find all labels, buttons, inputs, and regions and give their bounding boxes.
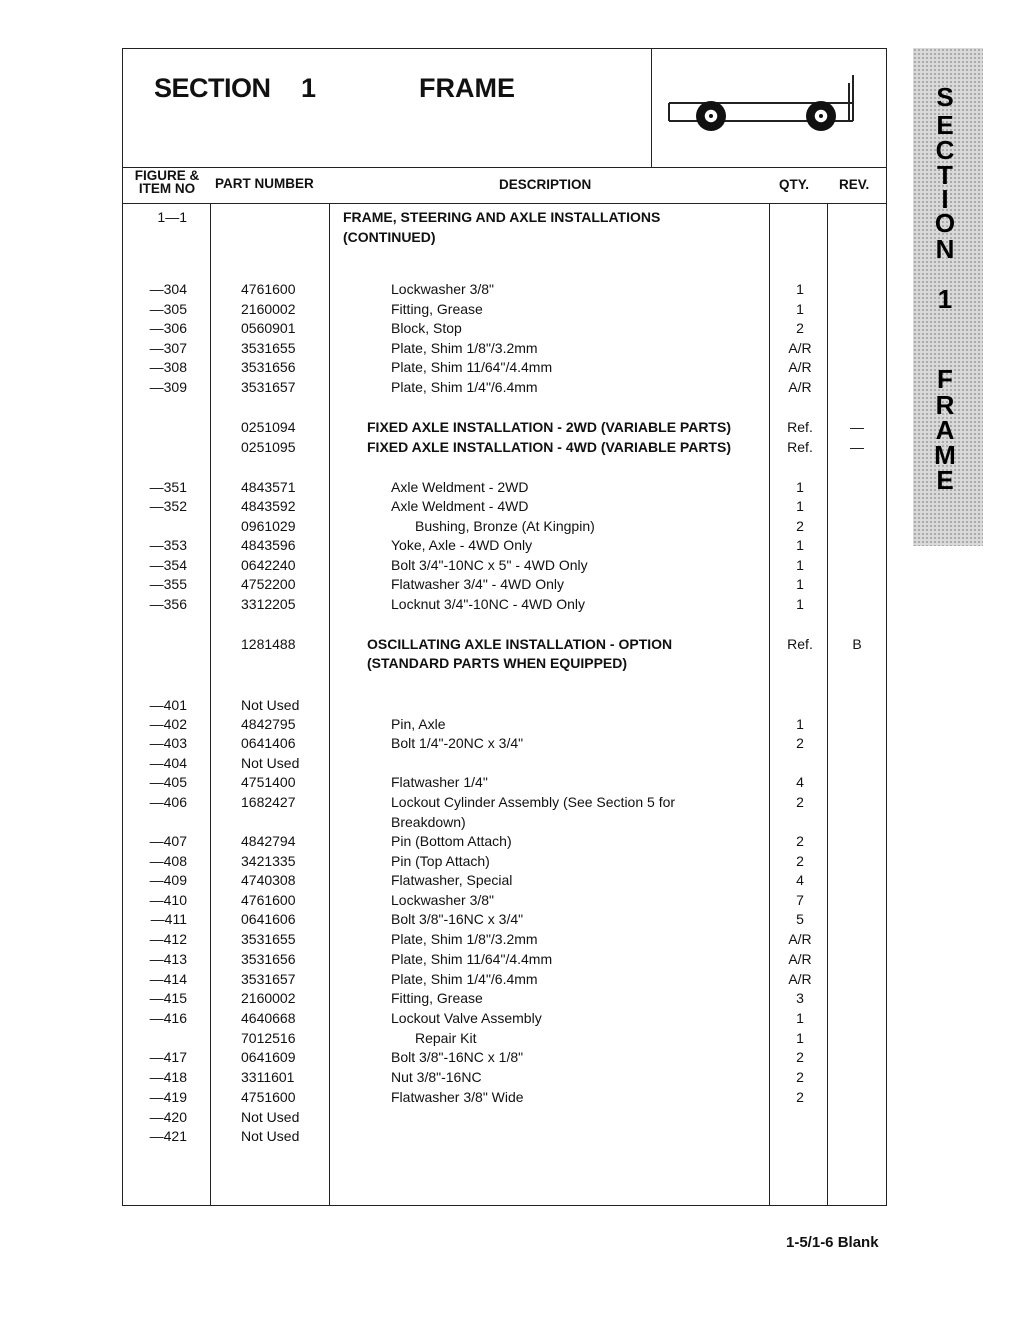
description: Flatwasher, Special [391,872,513,888]
part-number: 0641406 [241,735,296,751]
description: Plate, Shim 1/4"/6.4mm [391,379,538,395]
table-row [123,281,886,301]
table-row [123,774,886,794]
side-tab-letter: O [934,208,956,238]
description: Axle Weldment - 2WD [391,479,529,495]
part-number: 0251095 [241,439,296,455]
item-number: —304 [149,281,187,297]
table-row [123,439,886,459]
quantity: 3 [796,990,804,1006]
side-tab-letter: C [935,135,955,165]
table-row [123,320,886,340]
section-side-tab [913,48,983,546]
table-row [123,557,886,577]
quantity: 1 [796,557,804,573]
table-row [123,814,886,834]
table-row [123,951,886,971]
quantity: A/R [788,379,812,395]
description: FRAME, STEERING AND AXLE INSTALLATIONS [343,209,661,225]
quantity: 7 [796,892,804,908]
part-number: 0641609 [241,1049,296,1065]
description: Bolt 3/8"-16NC x 1/8" [391,1049,524,1065]
column-header-part-number: PART NUMBER [215,176,314,191]
column-header-qty: QTY. [779,177,810,192]
item-number: —405 [149,774,187,790]
quantity: 1 [796,498,804,514]
table-row [123,340,886,360]
item-number: —356 [149,596,187,612]
table-row [123,419,886,439]
item-number: —409 [149,872,187,888]
table-row [123,794,886,814]
side-tab-letter: S [936,82,954,112]
part-number: 4843592 [241,498,296,514]
quantity: 1 [796,1010,804,1026]
description: Flatwasher 3/8" Wide [391,1089,524,1105]
item-number: —413 [149,951,187,967]
item-number: —402 [149,716,187,732]
table-row [123,892,886,912]
side-tab-letter: E [936,110,954,140]
part-number: 1281488 [241,636,296,652]
table-row [123,498,886,518]
table-row [123,755,886,775]
table-row [123,697,886,717]
part-number: 3531657 [241,971,296,987]
part-number: 7012516 [241,1030,296,1046]
table-row [123,537,886,557]
part-number: Not Used [241,1109,300,1125]
table-row [123,359,886,379]
part-number: 4640668 [241,1010,296,1026]
description: (CONTINUED) [343,229,436,245]
description: Plate, Shim 11/64"/4.4mm [391,951,553,967]
description: Plate, Shim 11/64"/4.4mm [391,359,553,375]
page-number: 1-5/1-6 Blank [786,1234,879,1251]
item-number: —411 [150,911,187,927]
part-number: Not Used [241,1128,300,1144]
column-header-rev: REV. [839,177,870,192]
quantity: A/R [788,340,812,356]
description: Yoke, Axle - 4WD Only [391,537,533,553]
item-number: —420 [149,1109,187,1125]
revision: — [850,439,864,455]
quantity: 1 [796,301,804,317]
quantity: A/R [788,951,812,967]
table-row [123,911,886,931]
item-number: —305 [149,301,187,317]
table-row [123,479,886,499]
revision: — [850,419,864,435]
column-header-row [123,167,886,204]
table-row [123,301,886,321]
part-number: 4761600 [241,281,296,297]
item-number: —353 [149,537,187,553]
table-row [123,576,886,596]
description: Flatwasher 1/4" [391,774,488,790]
description: Pin, Axle [391,716,446,732]
quantity: 2 [796,735,804,751]
item-number: —410 [149,892,187,908]
part-number: 4842794 [241,833,296,849]
description: Lockwasher 3/8" [391,892,495,908]
item-number: —414 [149,971,187,987]
description: Fitting, Grease [391,990,483,1006]
table-row [123,229,886,249]
part-number: 3531655 [241,931,296,947]
table-row [123,1049,886,1069]
description: FIXED AXLE INSTALLATION - 4WD (VARIABLE PARTS) [367,439,731,455]
table-row [123,1109,886,1129]
quantity: 2 [796,853,804,869]
item-number: —308 [149,359,187,375]
column-header-description: DESCRIPTION [499,177,592,192]
quantity: 1 [796,576,804,592]
part-number: 4752200 [241,576,296,592]
table-row [123,833,886,853]
description: Pin (Top Attach) [391,853,490,869]
item-number: —352 [149,498,187,514]
quantity: 2 [796,1049,804,1065]
item-number: —407 [149,833,187,849]
part-number: 0961029 [241,518,296,534]
description: Bolt 3/4"-10NC x 5" - 4WD Only [391,557,588,573]
description: Lockwasher 3/8" [391,281,495,297]
item-number: —421 [149,1128,187,1144]
quantity: 1 [796,716,804,732]
table-row [123,596,886,616]
description: Pin (Bottom Attach) [391,833,512,849]
quantity: Ref. [787,636,813,652]
part-number: 0641606 [241,911,296,927]
description: Flatwasher 3/4" - 4WD Only [391,576,565,592]
part-number: 4751400 [241,774,296,790]
quantity: 5 [796,911,804,927]
quantity: A/R [788,931,812,947]
part-number: 4740308 [241,872,296,888]
part-number: 3531655 [241,340,296,356]
table-row [123,1069,886,1089]
part-number: 3311601 [241,1069,295,1085]
part-number: 4761600 [241,892,296,908]
table-row [123,636,886,656]
part-number: Not Used [241,755,300,771]
quantity: 2 [796,320,804,336]
description: Plate, Shim 1/8"/3.2mm [391,340,538,356]
table-row [123,209,886,229]
table-row [123,1010,886,1030]
quantity: 1 [796,537,804,553]
item-number: —355 [149,576,187,592]
description: Fitting, Grease [391,301,483,317]
item-number: —416 [149,1010,187,1026]
part-number: 1682427 [241,794,296,810]
quantity: A/R [788,971,812,987]
side-tab-letter: E [936,465,954,495]
trailer-frame-illustration [661,73,861,143]
part-number: 3531657 [241,379,296,395]
item-number: —412 [149,931,187,947]
description: Lockout Valve Assembly [391,1010,542,1026]
column-header-figure-item: FIGURE & ITEM NO [134,168,200,196]
item-number: —417 [149,1049,187,1065]
table-row [123,971,886,991]
table-row [123,716,886,736]
section-header [123,49,886,168]
item-number: —408 [149,853,187,869]
table-row [123,1128,886,1148]
description: Block, Stop [391,320,462,336]
description: Breakdown) [391,814,466,830]
item-number: —403 [149,735,187,751]
quantity: 2 [796,833,804,849]
part-number: 4843596 [241,537,296,553]
side-tab-letter: I [941,184,949,214]
item-number: —351 [149,479,187,495]
side-tab-letter: F [937,364,953,394]
table-row [123,518,886,538]
description: Nut 3/8"-16NC [391,1069,482,1085]
table-row [123,1089,886,1109]
item-number: —415 [149,990,187,1006]
table-row [123,1030,886,1050]
section-label: SECTION [154,73,271,103]
item-number: —419 [149,1089,187,1105]
item-number: —404 [149,755,187,771]
description: Locknut 3/4"-10NC - 4WD Only [391,596,586,612]
part-number: 4843571 [241,479,296,495]
item-number: —406 [149,794,187,810]
side-tab-letter: R [935,390,955,420]
quantity: 2 [796,518,804,534]
quantity: 1 [796,596,804,612]
quantity: 1 [796,281,804,297]
table-row [123,990,886,1010]
part-number: Not Used [241,697,300,713]
table-row [123,931,886,951]
section-title-box [123,49,652,167]
item-number: —401 [149,697,187,713]
item-number: —309 [149,379,187,395]
part-number: 4842795 [241,716,296,732]
description: Plate, Shim 1/8"/3.2mm [391,931,538,947]
quantity: 2 [796,1069,804,1085]
part-number: 3312205 [241,596,296,612]
table-row [123,735,886,755]
quantity: 4 [796,774,804,790]
table-row [123,872,886,892]
side-tab-letter: A [935,415,955,445]
parts-list-sheet [122,48,887,1206]
side-tab-letter: M [934,440,956,470]
quantity: 1 [796,1030,804,1046]
part-number: 0251094 [241,419,296,435]
description: Bolt 1/4"-20NC x 3/4" [391,735,524,751]
description: Bolt 3/8"-16NC x 3/4" [391,911,524,927]
part-number: 0560901 [241,320,296,336]
quantity: Ref. [787,439,813,455]
part-number: 3531656 [241,951,296,967]
part-number: 3421335 [241,853,296,869]
quantity: 2 [796,1089,804,1105]
section-number: 1 [301,73,317,103]
description: Repair Kit [415,1030,477,1046]
item-number: —418 [149,1069,187,1085]
part-number: 2160002 [241,990,296,1006]
table-row [123,853,886,873]
description: OSCILLATING AXLE INSTALLATION - OPTION [367,636,673,652]
description: Plate, Shim 1/4"/6.4mm [391,971,538,987]
table-row [123,655,886,675]
description: Axle Weldment - 4WD [391,498,529,514]
quantity: A/R [788,359,812,375]
item-number: —354 [149,557,187,573]
description: (STANDARD PARTS WHEN EQUIPPED) [367,655,628,671]
side-tab-letter: N [935,234,955,264]
description: Bushing, Bronze (At Kingpin) [415,518,595,534]
side-tab-letter: 1 [937,284,953,314]
quantity: 4 [796,872,804,888]
part-number: 2160002 [241,301,296,317]
description: FIXED AXLE INSTALLATION - 2WD (VARIABLE PARTS) [367,419,731,435]
item-number: —307 [149,340,187,356]
part-number: 4751600 [241,1089,296,1105]
part-number: 0642240 [241,557,296,573]
quantity: 2 [796,794,804,810]
side-tab-letter: T [937,160,953,190]
revision: B [852,636,862,652]
section-name: FRAME [419,73,515,103]
table-row [123,379,886,399]
item-number: —306 [149,320,187,336]
quantity: Ref. [787,419,813,435]
description: Lockout Cylinder Assembly (See Section 5 for [391,794,676,810]
part-number: 3531656 [241,359,296,375]
quantity: 1 [796,479,804,495]
item-number: 1—1 [157,209,187,225]
